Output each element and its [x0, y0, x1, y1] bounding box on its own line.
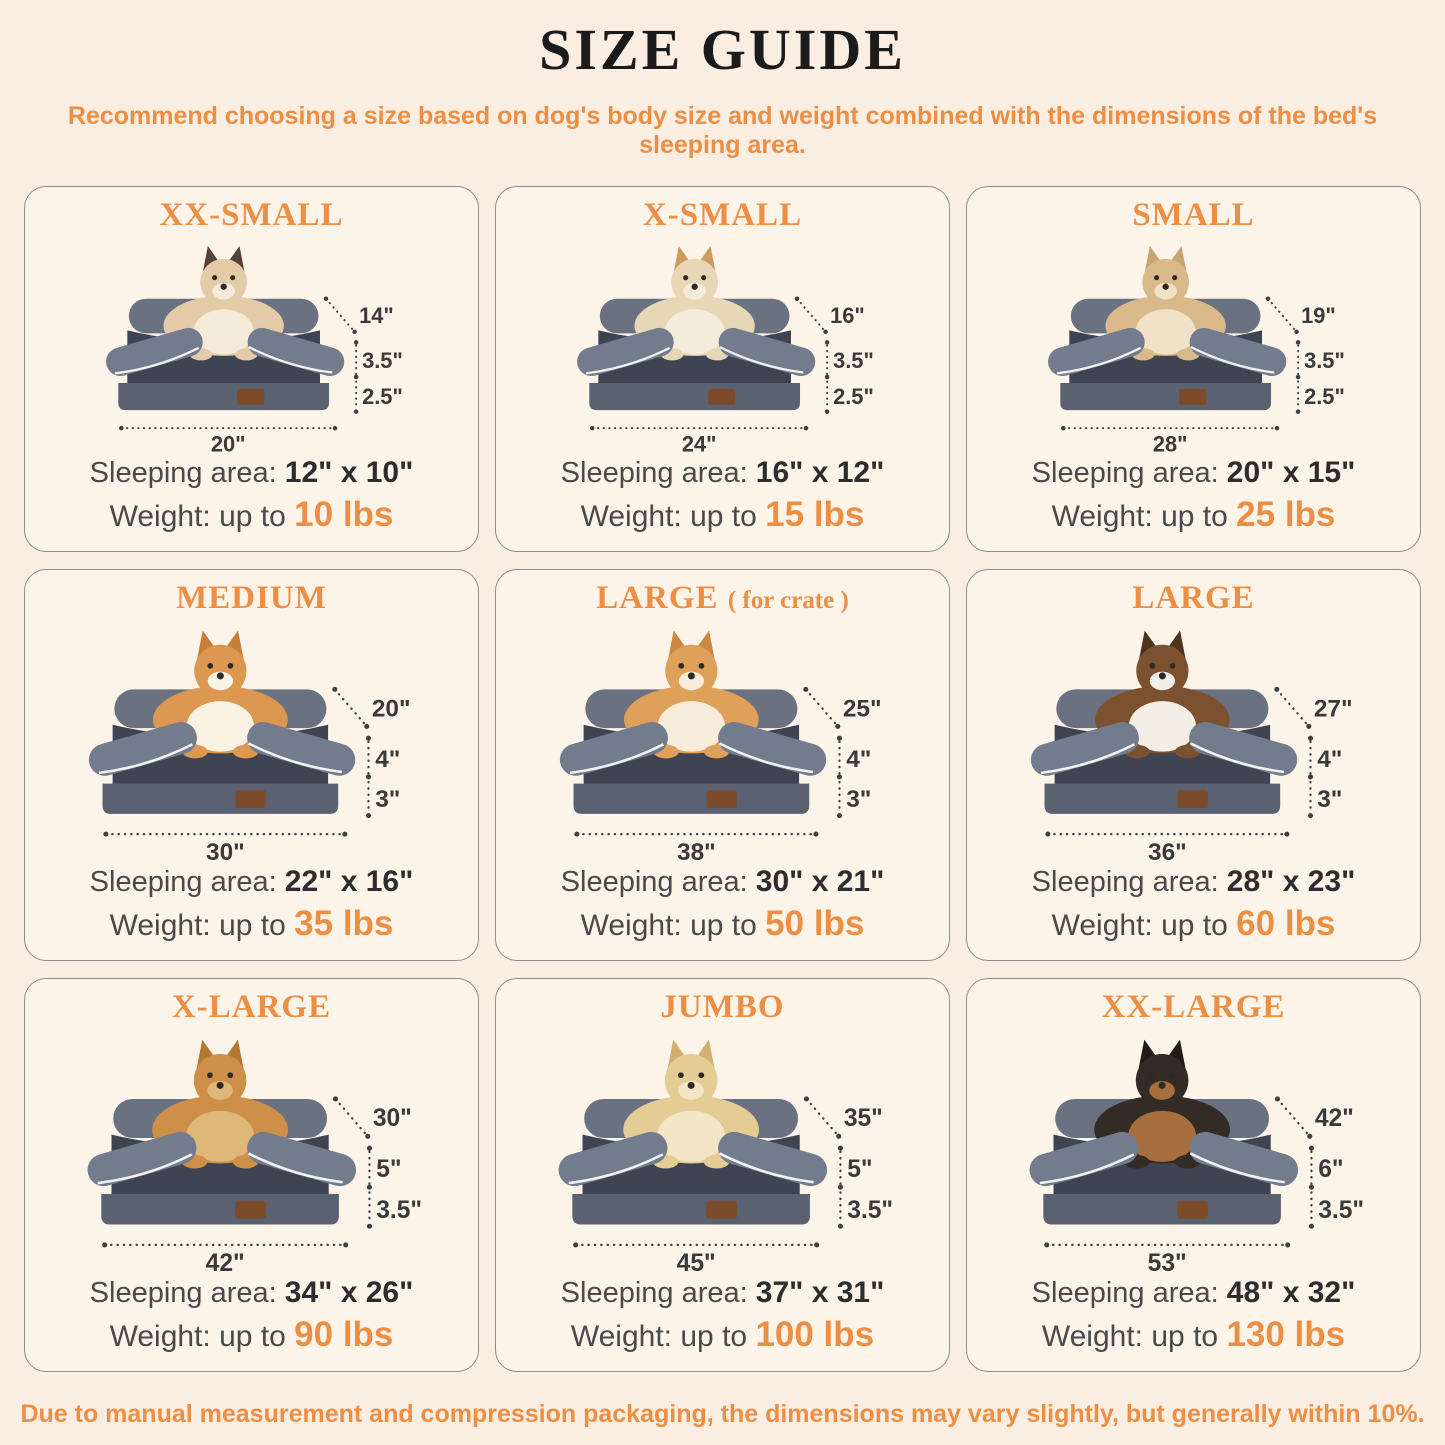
- weight-upto: up to: [219, 1320, 286, 1354]
- bed-logo-patch: [707, 790, 737, 808]
- bed-base: [1060, 383, 1271, 410]
- card-size-title: [660, 989, 784, 1026]
- dim-line-base-height: [354, 381, 359, 413]
- weight-upto: up to: [680, 1320, 748, 1354]
- dim-label-depth: 30": [372, 1104, 412, 1132]
- weight-prefix: Weight:: [580, 500, 682, 534]
- size-name: MEDIUM: [176, 579, 327, 616]
- card-spec-text: [1032, 454, 1356, 537]
- bed-base: [1043, 1194, 1281, 1225]
- sleeping-area-prefix: Sleeping area:: [1031, 1276, 1219, 1309]
- sleeping-area-prefix: Sleeping area:: [560, 456, 748, 489]
- dim-line-length: [574, 831, 818, 836]
- weight-value: 10 lbs: [294, 495, 394, 535]
- dim-label-base-height: 3.5": [847, 1196, 894, 1224]
- dim-label-base-height: 3": [1317, 786, 1343, 814]
- sleeping-area-line: [1032, 1274, 1356, 1312]
- card-size-title: [172, 989, 331, 1026]
- dim-label-depth: 27": [1313, 695, 1353, 723]
- card-spec-text: [561, 454, 885, 537]
- weight-line: [1032, 1313, 1356, 1357]
- weight-value: 130 lbs: [1226, 1315, 1346, 1355]
- dim-line-depth: [1275, 1096, 1312, 1138]
- card-spec-text: [90, 863, 414, 946]
- dim-line-base-height: [1296, 381, 1301, 413]
- dim-line-base-height: [367, 1192, 372, 1228]
- bed-with-pet-and-dimensions-illustration: [506, 617, 939, 863]
- sleeping-area-line: [561, 454, 885, 492]
- bed-base: [103, 783, 339, 813]
- weight-prefix: Weight:: [109, 1320, 211, 1354]
- dim-line-length: [1044, 1242, 1290, 1247]
- card-spec-text: [90, 1274, 414, 1357]
- dim-line-base-height: [366, 782, 371, 818]
- weight-line: [1032, 902, 1356, 946]
- card-spec-text: [561, 863, 885, 946]
- size-card: [495, 978, 950, 1372]
- weight-value: 100 lbs: [755, 1315, 875, 1355]
- weight-value: 60 lbs: [1236, 904, 1336, 944]
- bed-with-pet-and-dimensions-illustration: [977, 1026, 1410, 1274]
- dim-label-depth: 20": [371, 695, 411, 723]
- bed-logo-patch: [1179, 389, 1206, 405]
- dim-line-bolster-height: [825, 340, 830, 379]
- dim-line-length: [590, 426, 808, 431]
- size-name-note: ( for crate ): [727, 586, 849, 614]
- card-size-title: [159, 197, 343, 234]
- dim-line-depth: [1274, 687, 1311, 729]
- dim-line-bolster-height: [354, 340, 359, 379]
- size-card-grid: [0, 160, 1445, 1372]
- dim-line-base-height: [1309, 1192, 1314, 1228]
- dim-label-length: 36": [1148, 839, 1187, 863]
- bed-illustration: [977, 1026, 1410, 1274]
- dim-label-depth: 25": [842, 695, 882, 723]
- dim-label-length: 30": [206, 839, 245, 863]
- dim-line-bolster-height: [1308, 735, 1313, 779]
- dim-line-depth: [795, 296, 828, 334]
- bed-logo-patch: [1178, 790, 1208, 808]
- dim-line-bolster-height: [367, 1145, 372, 1189]
- dim-label-base-height: 3": [846, 786, 872, 814]
- size-name: XX-SMALL: [159, 196, 344, 233]
- weight-line: [1032, 493, 1356, 537]
- dim-label-depth: 14": [359, 302, 394, 328]
- bed-with-pet-and-dimensions-illustration: [977, 617, 1410, 863]
- dim-line-depth: [333, 1096, 370, 1138]
- weight-upto: up to: [690, 500, 757, 534]
- bed-illustration: [35, 1026, 468, 1274]
- weight-line: [561, 1313, 885, 1357]
- weight-value: 90 lbs: [294, 1315, 394, 1355]
- dim-label-base-height: 3": [375, 786, 401, 814]
- size-card: [24, 569, 479, 961]
- dim-line-length: [103, 831, 347, 836]
- bed-base: [572, 1194, 810, 1225]
- dim-label-bolster-height: 4": [846, 745, 872, 773]
- size-card: [495, 186, 950, 552]
- dim-label-bolster-height: 5": [847, 1155, 873, 1183]
- sleeping-area-line: [561, 863, 885, 901]
- sleeping-area-line: [90, 1274, 414, 1312]
- sleeping-area-prefix: Sleeping area:: [1031, 865, 1219, 898]
- dim-line-depth: [803, 687, 840, 729]
- measurement-disclaimer: Due to manual measurement and compression packaging, the dimensions may vary slightly, but generally within 10%.: [20, 1399, 1425, 1428]
- bed-illustration: [506, 617, 939, 863]
- bed-illustration: [35, 234, 468, 454]
- weight-upto: up to: [1151, 1320, 1219, 1354]
- card-spec-text: [90, 454, 414, 537]
- bed-illustration: [506, 1026, 939, 1274]
- weight-prefix: Weight:: [1041, 1320, 1144, 1354]
- weight-prefix: Weight:: [570, 1320, 673, 1354]
- weight-line: [90, 1313, 414, 1357]
- dim-line-base-height: [838, 1192, 843, 1228]
- dim-line-depth: [332, 687, 369, 729]
- card-spec-text: [1032, 1274, 1356, 1357]
- dim-label-bolster-height: 5": [376, 1155, 402, 1183]
- sleeping-area-value: 34" x 26": [284, 1275, 414, 1309]
- sleeping-area-prefix: Sleeping area:: [89, 456, 277, 489]
- dim-line-bolster-height: [837, 735, 842, 779]
- dim-label-length: 45": [676, 1250, 716, 1274]
- sleeping-area-value: 16" x 12": [755, 455, 885, 489]
- bed-base: [118, 383, 329, 410]
- weight-prefix: Weight:: [109, 909, 211, 943]
- dim-line-length: [102, 1242, 348, 1247]
- bed-logo-patch: [236, 790, 266, 808]
- dim-label-base-height: 2.5": [362, 383, 403, 409]
- weight-line: [90, 493, 414, 537]
- size-card: [966, 978, 1421, 1372]
- weight-line: [561, 902, 885, 946]
- dim-label-base-height: 2.5": [1304, 383, 1345, 409]
- page-subtitle: Recommend choosing a size based on dog's body size and weight combined with the dimensions of the bed's sleeping area.: [67, 101, 1378, 159]
- sleeping-area-prefix: Sleeping area:: [1031, 456, 1219, 489]
- bed-illustration: [977, 617, 1410, 863]
- size-card: [966, 186, 1421, 552]
- dim-label-bolster-height: 3.5": [833, 347, 874, 373]
- card-size-title: [596, 580, 849, 617]
- dim-line-base-height: [1308, 782, 1313, 818]
- weight-upto: up to: [219, 500, 286, 534]
- dim-label-depth: 16": [830, 302, 865, 328]
- dim-label-bolster-height: 6": [1318, 1155, 1344, 1183]
- bed-base: [1045, 783, 1281, 813]
- size-name: JUMBO: [660, 988, 785, 1025]
- sleeping-area-prefix: Sleeping area:: [560, 1276, 748, 1309]
- sleeping-area-value: 37" x 31": [755, 1275, 885, 1309]
- dim-line-length: [1061, 426, 1279, 431]
- size-card: [24, 978, 479, 1372]
- weight-upto: up to: [1161, 909, 1228, 943]
- weight-value: 35 lbs: [294, 904, 394, 944]
- dim-label-length: 24": [681, 431, 717, 454]
- dim-line-depth: [804, 1096, 841, 1138]
- dim-label-length: 42": [205, 1250, 245, 1274]
- dim-line-length: [573, 1242, 819, 1247]
- dim-label-bolster-height: 3.5": [362, 347, 403, 373]
- dim-line-bolster-height: [366, 735, 371, 779]
- card-size-title: [1132, 580, 1254, 617]
- sleeping-area-line: [90, 863, 414, 901]
- weight-line: [561, 493, 885, 537]
- bed-with-pet-and-dimensions-illustration: [506, 1026, 939, 1274]
- size-card: [495, 569, 950, 961]
- size-name: LARGE: [596, 579, 719, 616]
- sleeping-area-line: [90, 454, 414, 492]
- dim-line-depth: [1266, 296, 1299, 334]
- dim-line-bolster-height: [838, 1145, 843, 1189]
- dim-label-base-height: 3.5": [1318, 1196, 1365, 1224]
- dim-line-length: [119, 426, 337, 431]
- weight-upto: up to: [690, 909, 757, 943]
- bed-with-pet-and-dimensions-illustration: [35, 234, 468, 454]
- size-name: LARGE: [1132, 579, 1255, 616]
- sleeping-area-prefix: Sleeping area:: [89, 1276, 277, 1309]
- sleeping-area-line: [1032, 454, 1356, 492]
- dim-label-length: 53": [1147, 1250, 1187, 1274]
- weight-value: 50 lbs: [765, 904, 865, 944]
- dim-label-base-height: 2.5": [833, 383, 874, 409]
- bed-logo-patch: [235, 1201, 266, 1219]
- sleeping-area-value: 30" x 21": [755, 864, 885, 898]
- bed-illustration: [35, 617, 468, 863]
- size-name: SMALL: [1132, 196, 1255, 233]
- weight-upto: up to: [219, 909, 286, 943]
- page-header: [0, 0, 1445, 160]
- dim-label-length: 20": [210, 431, 246, 454]
- weight-value: 15 lbs: [765, 495, 865, 535]
- weight-prefix: Weight:: [580, 909, 682, 943]
- size-name: X-SMALL: [642, 196, 803, 233]
- sleeping-area-value: 20" x 15": [1226, 455, 1356, 489]
- card-size-title: [1101, 989, 1285, 1026]
- bed-illustration: [506, 234, 939, 454]
- weight-line: [90, 902, 414, 946]
- card-size-title: [643, 197, 802, 234]
- card-spec-text: [1032, 863, 1356, 946]
- sleeping-area-value: 28" x 23": [1226, 864, 1356, 898]
- bed-with-pet-and-dimensions-illustration: [977, 234, 1410, 454]
- sleeping-area-value: 12" x 10": [284, 455, 414, 489]
- dim-label-bolster-height: 4": [375, 745, 401, 773]
- dim-line-base-height: [825, 381, 830, 413]
- sleeping-area-value: 22" x 16": [284, 864, 414, 898]
- sleeping-area-prefix: Sleeping area:: [560, 865, 748, 898]
- card-size-title: [176, 580, 327, 617]
- bed-base: [574, 783, 810, 813]
- dim-label-length: 28": [1152, 431, 1188, 454]
- bed-with-pet-and-dimensions-illustration: [35, 1026, 468, 1274]
- bed-base: [101, 1194, 339, 1225]
- dim-label-depth: 42": [1314, 1104, 1354, 1132]
- weight-upto: up to: [1161, 500, 1228, 534]
- bed-with-pet-and-dimensions-illustration: [35, 617, 468, 863]
- dim-line-depth: [324, 296, 357, 334]
- size-name: XX-LARGE: [1101, 988, 1286, 1025]
- dim-label-depth: 19": [1301, 302, 1336, 328]
- weight-value: 25 lbs: [1236, 495, 1336, 535]
- weight-prefix: Weight:: [109, 500, 211, 534]
- dim-label-bolster-height: 4": [1317, 745, 1343, 773]
- bed-logo-patch: [708, 389, 735, 405]
- bed-base: [589, 383, 800, 410]
- size-name: X-LARGE: [171, 988, 332, 1025]
- dim-line-bolster-height: [1309, 1145, 1314, 1189]
- dim-line-length: [1045, 831, 1289, 836]
- bed-logo-patch: [237, 389, 264, 405]
- bed-illustration: [977, 234, 1410, 454]
- dim-label-bolster-height: 3.5": [1304, 347, 1345, 373]
- card-size-title: [1132, 197, 1254, 234]
- weight-prefix: Weight:: [1051, 500, 1153, 534]
- sleeping-area-line: [1032, 863, 1356, 901]
- page-title: SIZE GUIDE: [539, 17, 906, 82]
- dim-label-depth: 35": [843, 1104, 883, 1132]
- size-card: [966, 569, 1421, 961]
- bed-logo-patch: [706, 1201, 737, 1219]
- sleeping-area-prefix: Sleeping area:: [89, 865, 277, 898]
- bed-logo-patch: [1177, 1201, 1208, 1219]
- dim-label-length: 38": [677, 839, 716, 863]
- card-spec-text: [561, 1274, 885, 1357]
- weight-prefix: Weight:: [1051, 909, 1153, 943]
- dim-label-base-height: 3.5": [376, 1196, 423, 1224]
- dim-line-base-height: [837, 782, 842, 818]
- sleeping-area-value: 48" x 32": [1226, 1275, 1356, 1309]
- sleeping-area-line: [561, 1274, 885, 1312]
- dim-line-bolster-height: [1296, 340, 1301, 379]
- bed-with-pet-and-dimensions-illustration: [506, 234, 939, 454]
- size-card: [24, 186, 479, 552]
